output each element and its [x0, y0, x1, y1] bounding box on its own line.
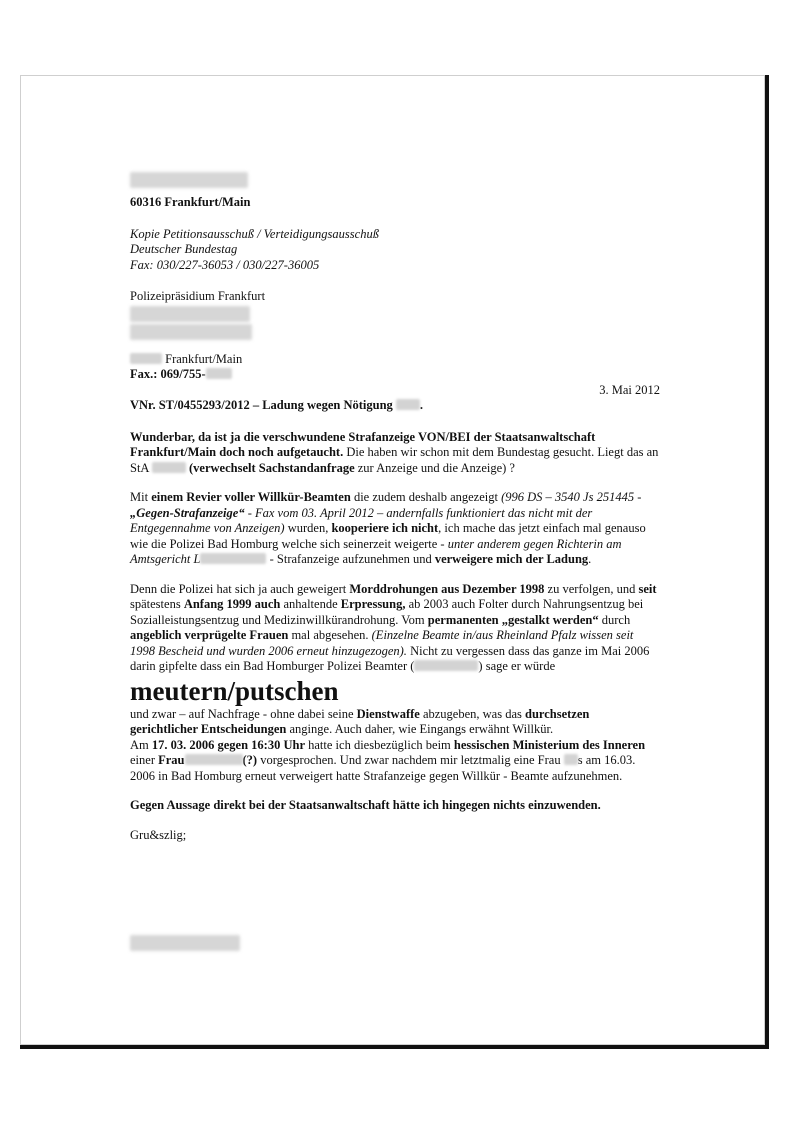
recipient-fax: Fax.: 069/755-	[130, 367, 660, 383]
sender-city: 60316 Frankfurt/Main	[130, 195, 251, 209]
paragraph-1: Wunderbar, da ist ja die verschwundene Strafanzeige VON/BEI der Staatsanwaltschaft Frankfurt/Main doch noch aufgetaucht. Die haben wir schon mit dem Bundestag gesucht. Liegt das an StA (verwechselt Sachstandanfrage zur Anzeige und die Anzeige) ?	[130, 429, 659, 475]
recipient-name: Polizeipräsidium Frankfurt	[130, 289, 266, 303]
redacted-judge-name	[200, 553, 266, 564]
redacted-ministry-contact	[185, 754, 243, 765]
closing-statement: Gegen Aussage direkt bei der Staatsanwaltschaft hätte ich hingegen nichts einzuwenden.	[130, 798, 601, 812]
recipient-city: Frankfurt/Main	[130, 352, 660, 368]
greeting: Gru&szlig;	[130, 827, 187, 842]
letter-subject: VNr. ST/0455293/2012 – Ladung wegen Nötigung .	[130, 398, 424, 412]
copy-to-line-2: Deutscher Bundestag	[130, 242, 238, 256]
paragraph-4: und zwar – auf Nachfrage - ohne dabei seine Dienstwaffe abzugeben, was das durchsetzen gerichtlicher Entscheidungen anginge. Auch daher, wie Eingangs erwähnt Willkür. Am 17. 03. 2006 gegen 16:30 Uhr hatte ich diesbezüglich beim hessischen Ministerium des Inneren einer Frau (?) vorgesprochen. Und zwar nachdem mir letztmalig eine Frau s am 16.03. 2006 in Bad Homburg erneut verweigert hatte Strafanzeige gegen Willkür - Beamte aufzunehmen.	[130, 706, 646, 783]
redacted-postcode	[130, 353, 162, 364]
paragraph-2: Mit einem Revier voller Willkür-Beamten die zudem deshalb angezeigt (996 DS – 3540 Js 251445 - „Gegen-Strafanzeige“ - Fax vom 03. April 2012 – andernfalls funktioniert das nicht mit der Entgegennahme von Anzeigen) wurden, kooperiere ich nicht, ich mache das jetzt einfach mal genauso wie die Polizei Bad Homburg welche sich seinerzeit weigerte - unter anderem gegen Richterin am Amtsgericht L - Strafanzeige aufzunehmen und verweigere mich der Ladung.	[130, 490, 646, 566]
headline: meutern/putschen	[130, 675, 339, 706]
paragraph-3: Denn die Polizei hat sich ja auch geweigert Morddrohungen aus Dezember 1998 zu verfolgen, und seit spätestens Anfang 1999 auch anhaltende Erpressung, ab 2003 auch Folter durch Nahrungsentzug bei Sozialleistungsentzug und Medizinwillkürandrohung. Vom permanenten „gestalkt werden“ durch angeblich verprügelte Frauen mal abgesehen. (Einzelne Beamte in/aus Rheinland Pfalz wissen seit 1998 Bescheid und wurden 2006 erneut hinzugezogen). Nicht zu vergessen dass das ganze im Mai 2006 darin gipfelte dass ein Bad Homburger Polizei Beamter ( ) sage er würde	[130, 581, 657, 673]
redacted-officer-name	[414, 660, 478, 671]
redacted-fax-suffix	[206, 368, 232, 379]
page-shadow-right	[765, 75, 769, 1048]
letter-date: 3. Mai 2012	[599, 382, 660, 397]
copy-to-line-3: Fax: 030/227-36053 / 030/227-36005	[130, 257, 320, 272]
redacted-subject-name	[396, 399, 420, 410]
redacted-woman-name	[564, 754, 578, 765]
page-shadow-bottom	[20, 1045, 769, 1049]
redacted-prosecutor-name	[152, 462, 186, 473]
redacted-signature	[130, 935, 240, 951]
copy-to-line-1: Kopie Petitionsausschuß / Verteidigungsausschuß	[130, 226, 379, 241]
letter-body	[130, 195, 660, 843]
redacted-sender-name	[130, 172, 248, 188]
